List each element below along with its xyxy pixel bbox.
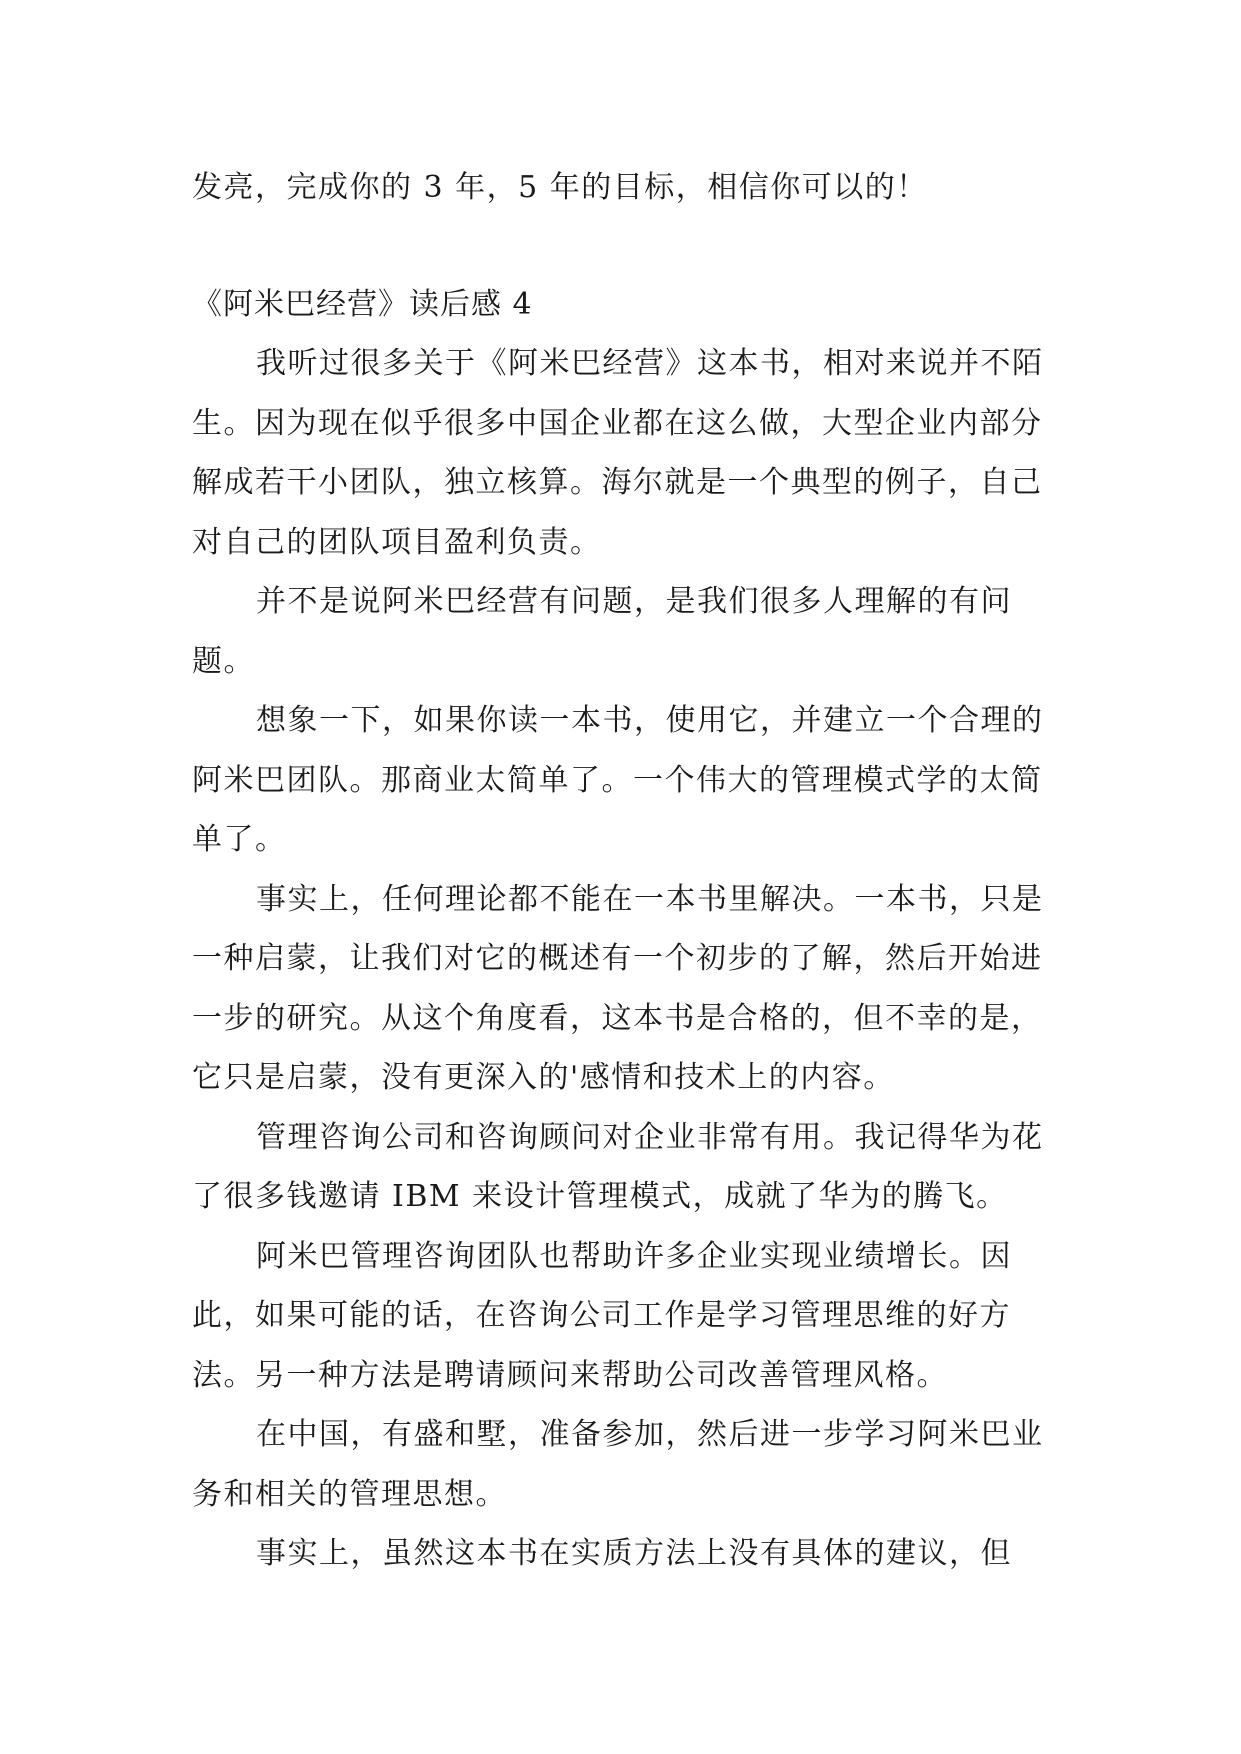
body-text [192, 334, 1062, 1584]
paragraph-2: 并不是说阿米巴经营有问题，是我们很多人理解的有问题。 [192, 584, 1012, 679]
paragraph-4: 事实上，任何理论都不能在一本书里解决。一本书，只是一种启蒙，让我们对它的概述有一个初步的了解，然后开始进一步的研究。从这个角度看，这本书是合格的，但不幸的是，它只是启蒙，没有更深入的'感情和技术上的内容。 [192, 881, 1044, 1095]
paragraph-5: 管理咨询公司和咨询顾问对企业非常有用。我记得华为花了很多钱邀请 IBM 来设计管理模式，成就了华为的腾飞。 [192, 1119, 1044, 1214]
lead-line: 发亮，完成你的 3 年，5 年的目标，相信你可以的！ [192, 170, 928, 205]
paragraph-3: 想象一下，如果你读一本书，使用它，并建立一个合理的阿米巴团队。那商业太简单了。一个伟大的管理模式学的太简单了。 [192, 703, 1044, 857]
paragraph-6: 阿米巴管理咨询团队也帮助许多企业实现业绩增长。因此，如果可能的话，在咨询公司工作是学习管理思维的好方法。另一种方法是聘请顾问来帮助公司改善管理风格。 [192, 1238, 1012, 1393]
paragraph-7: 在中国，有盛和墅，准备参加，然后进一步学习阿米巴业务和相关的管理思想。 [192, 1417, 1044, 1512]
paragraph-8: 事实上，虽然这本书在实质方法上没有具体的建议，但 [256, 1536, 1012, 1571]
paragraph-1: 我听过很多关于《阿米巴经营》这本书，相对来说并不陌生。因为现在似乎很多中国企业都在这么做，大型企业内部分解成若干小团队，独立核算。海尔就是一个典型的例子，自己对自己的团队项目盈利负责。 [192, 346, 1044, 560]
section-title: 《阿米巴经营》读后感 4 [192, 287, 533, 322]
